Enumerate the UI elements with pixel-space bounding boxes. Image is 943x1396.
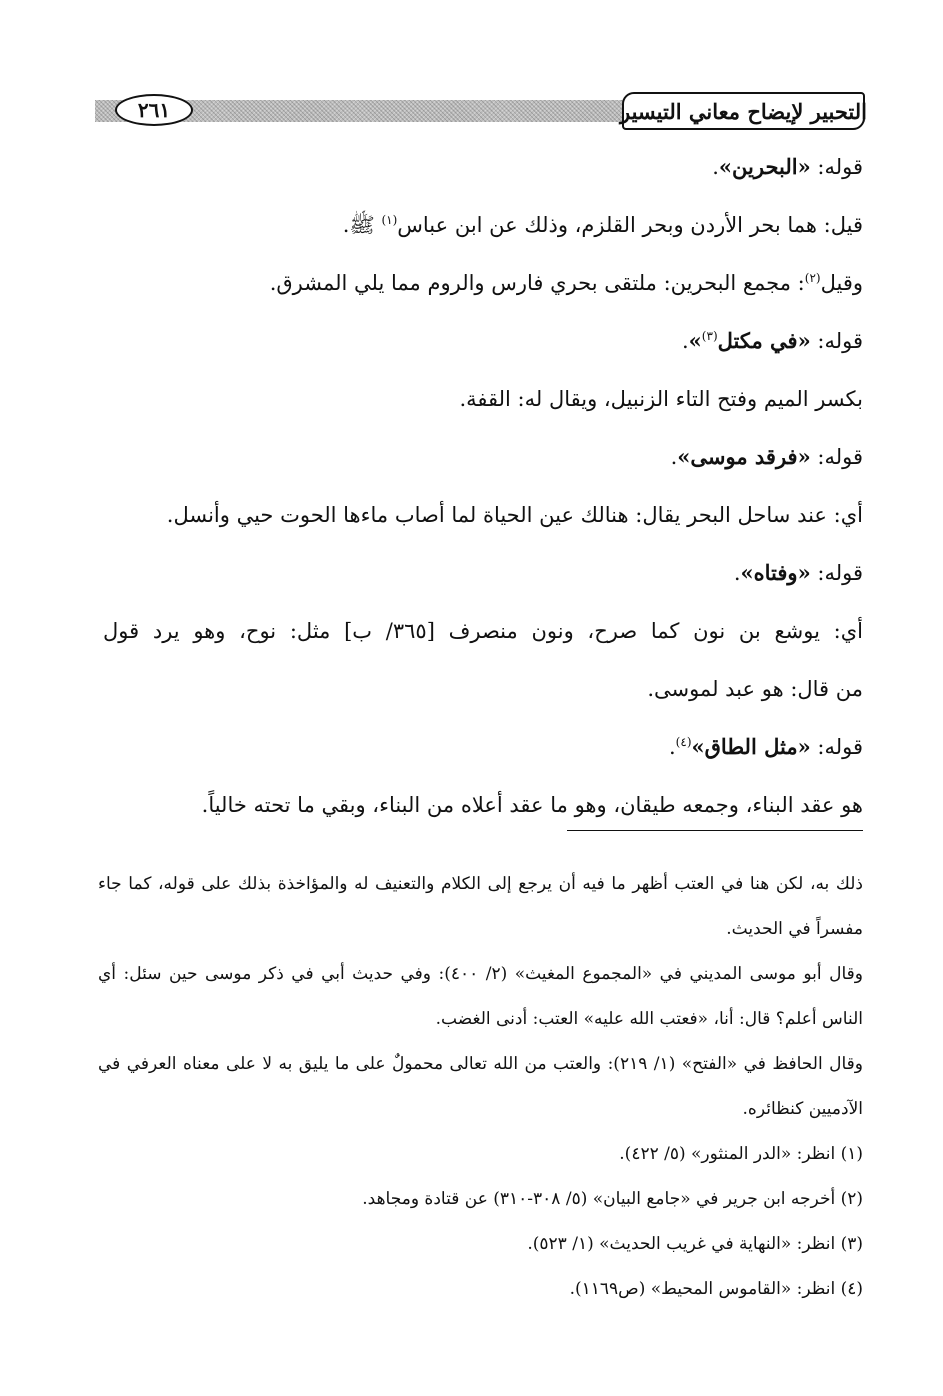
footnote-ref-1: (١) [381,213,398,227]
main-line-11: قوله: «مثل الطاق»$^{(٤)}$. [668,734,863,759]
page-header [95,92,865,132]
footnote-line-2: مفسراً في الحديث. [726,919,863,939]
main-line-8: قوله: «وفتاه». [733,560,863,585]
footnote-line-4: الناس أعلم؟ قال: أنا، «فعتب الله عليه» العتب: أدنى الغضب. [435,1009,863,1029]
footnotes [98,862,863,1312]
book-title [622,92,865,130]
main-line-9: أي: يوشع بن نون كما صرح، ونون منصرف [٣٦٥/ ب] مثل: نوح، وهو يرد قول [103,619,863,643]
main-line-2: قيل: هما بحر الأردن وبحر القلزم، وذلك عن ابن عباس$^{(١)}$ ﷺ. [342,213,863,237]
book-title-text: التحبير لإيضاح معاني التيسير [620,98,867,124]
footnote-line-10: (٤) انظر: «القاموس المحيط» (ص١١٦٩). [569,1279,863,1299]
footnote-line-5: وقال الحافظ في «الفتح» (١/ ٢١٩): والعتب من الله تعالى محمولٌ على ما يليق به لا على معناه العرفي في [98,1054,864,1074]
footnote-ref-4: (٤) [675,735,692,749]
main-line-7: أي: عند ساحل البحر يقال: هنالك عين الحياة لما أصاب ماءها الحوت حيي وأنسل. [166,503,863,527]
footnote-line-9: (٣) انظر: «النهاية في غريب الحديث» (١/ ٥٢٣). [527,1234,863,1254]
main-text [103,138,863,834]
footnote-line-3: وقال أبو موسى المديني في «المجموع المغيث» (٢/ ٤٠٠): وفي حديث أبي في ذكر موسى حين سئل: أي [98,964,863,984]
footnote-line-6: الآدميين كنظائره. [742,1099,863,1119]
footnote-divider [567,830,863,831]
footnote-ref-2: (٢) [804,271,821,285]
main-line-3: وقيل$^{(٢)}$: مجمع البحرين: ملتقى بحري فارس والروم مما يلي المشرق. [269,271,863,295]
footnote-line-8: (٢) أخرجه ابن جرير في «جامع البيان» (٥/ ٣٠٨-٣١٠) عن قتادة ومجاهد. [362,1189,863,1209]
page-number-badge [115,94,193,126]
page-number: ٢٦١ [137,98,171,122]
footnote-line-7: (١) انظر: «الدر المنثور» (٥/ ٤٢٢). [619,1144,863,1164]
main-line-12: هو عقد البناء، وجمعه طيقان، وهو ما عقد أعلاه من البناء، وبقي ما تحته خالياً. [201,793,863,817]
footnote-ref-3: (٣) [701,329,718,343]
main-line-4: قوله: «في مكتل$^{(٣)}$». [681,328,863,353]
main-line-10: من قال: هو عبد لموسى. [647,677,863,701]
main-line-5: بكسر الميم وفتح التاء الزنبيل، ويقال له: القفة. [459,387,863,411]
footnote-line-1: ذلك به، لكن هنا في العتب أظهر ما فيه أن يرجع إلى الكلام والتعنيف له والمؤاخذة بذلك على قوله، كما جاء [98,874,863,894]
main-line-6: قوله: «فرقد موسى». [670,444,863,469]
main-line-1: قوله: «البحرين». [712,154,863,179]
